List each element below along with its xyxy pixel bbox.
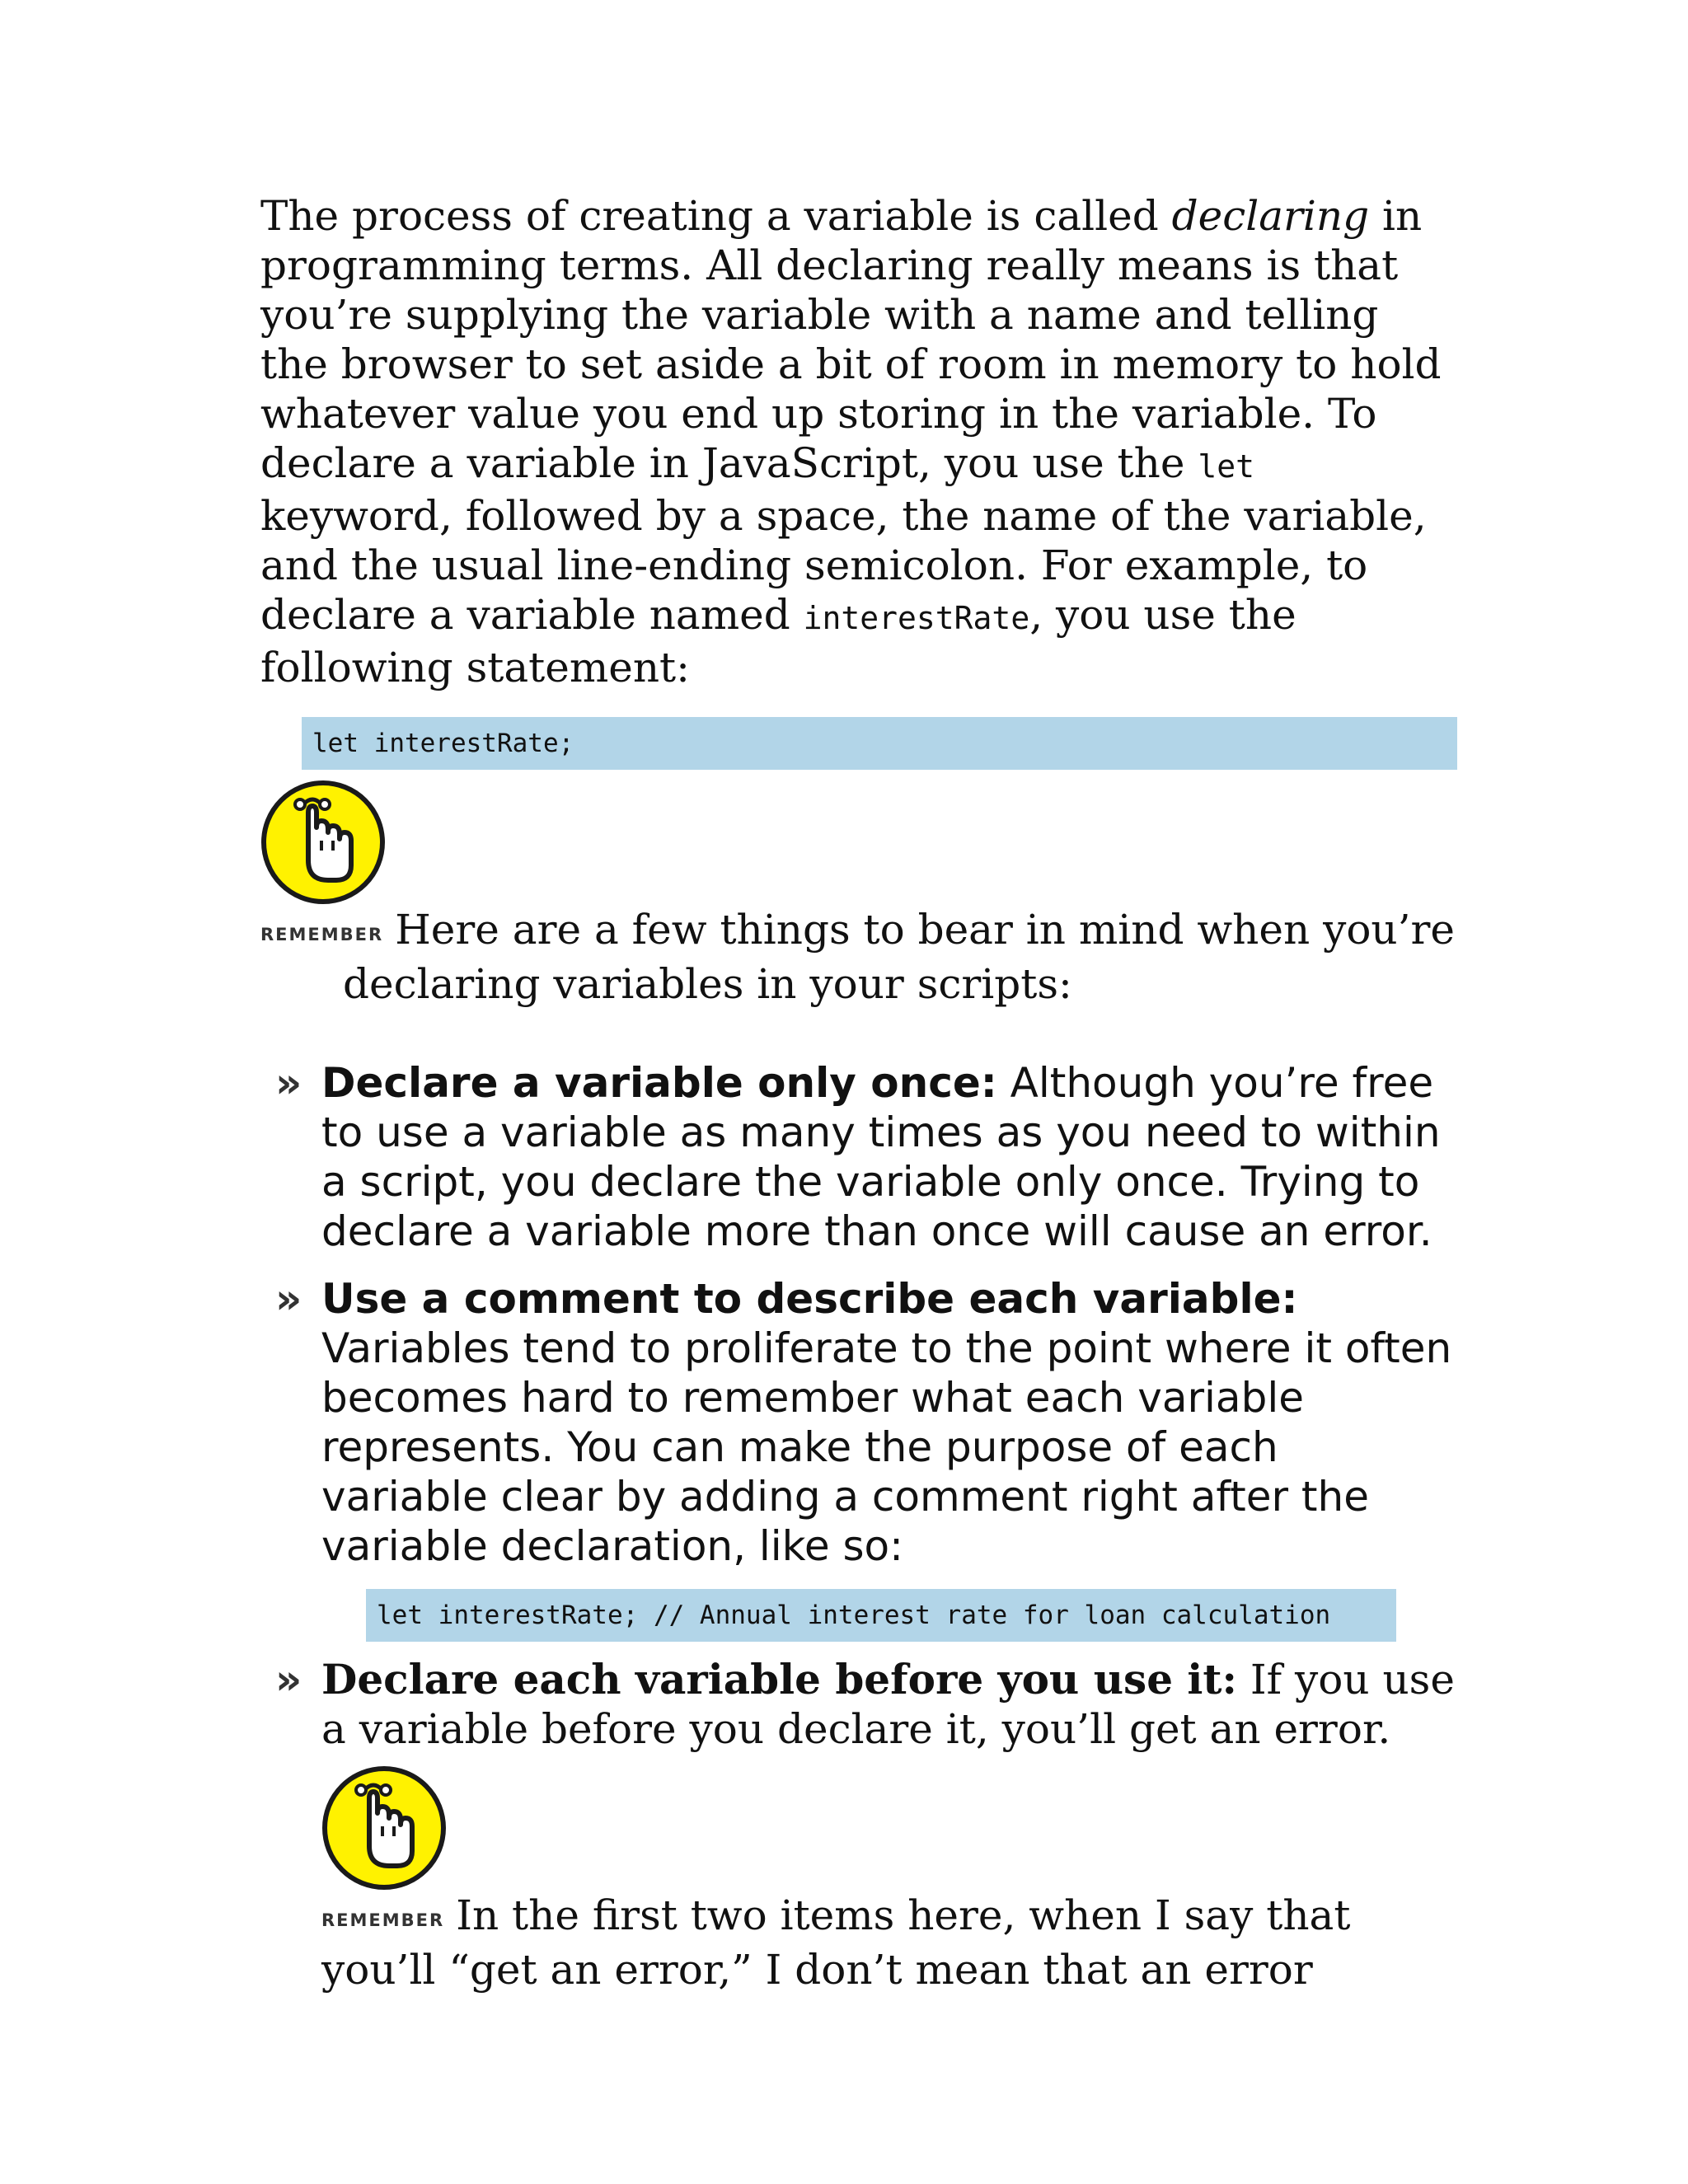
remember-tip-text <box>260 905 1457 1009</box>
bullet-title: Declare a variable only once: <box>321 1059 997 1107</box>
remember-finger-icon <box>321 1765 447 1891</box>
remember-finger-icon <box>260 780 386 905</box>
page-content <box>260 191 1457 2013</box>
intro-paragraph <box>260 191 1457 692</box>
tip-2-body: In the first two items here, when I say that you’ll “get an error,” I don’t mean that an error <box>321 1891 1351 1994</box>
inline-code-let: let <box>1198 448 1254 485</box>
bullet-text: Variables tend to proliferate to the point where it often becomes hard to remember what each variable represents. You can make the purpose of each variable clear by adding a comment right after the variable declaration, like so: <box>321 1324 1452 1570</box>
bullet-list <box>260 1058 1457 1571</box>
remember-tip-1 <box>260 780 1457 1009</box>
inline-code-interestrate: interestRate <box>803 600 1030 636</box>
bullet-chevron-icon: » <box>275 1059 302 1107</box>
code-block-comment: let interestRate; // Annual interest rate for loan calculation <box>366 1589 1396 1642</box>
remember-tip-text <box>321 1891 1457 1994</box>
list-item <box>260 1058 1457 1256</box>
intro-text-4: , you use the following statement: <box>260 591 1296 691</box>
remember-label: REMEMBER <box>260 925 384 944</box>
remember-tip-2 <box>321 1765 1457 1994</box>
bullet-text: Although you’re free to use a variable as many times as you need to within a script, you declare the variable only once. Trying to declare a variable more than once will cause an error. <box>321 1059 1441 1255</box>
intro-emphasis: declaring <box>1171 192 1370 240</box>
bullet-chevron-icon: » <box>275 1656 302 1704</box>
bullet-title: Use a comment to describe each variable: <box>321 1275 1298 1323</box>
list-item <box>260 1274 1457 1571</box>
bullet-title: Declare each variable before you use it: <box>321 1655 1237 1704</box>
bullet-list-continued <box>260 1655 1457 1994</box>
tip-1-body: Here are a few things to bear in mind when you’re declaring variables in your scripts: <box>343 906 1456 1008</box>
code-block-declaration: let interestRate; <box>302 717 1457 770</box>
intro-text-2: in programming terms. All declaring really means is that you’re supplying the variable with a name and telling the browser to set aside a bit of room in memory to hold whatever value you end up storing in the variable. To declare a variable in JavaScript, you use the <box>260 192 1442 487</box>
bullet-text: If you use a variable before you declare it, you’ll get an error. <box>321 1656 1455 1753</box>
remember-label: REMEMBER <box>321 1910 445 1930</box>
intro-text-3: keyword, followed by a space, the name of the variable, and the usual line-ending semicolon. For example, to declare a variable named <box>260 492 1427 639</box>
list-item <box>260 1655 1457 1994</box>
intro-text-1: The process of creating a variable is called <box>260 192 1172 240</box>
bullet-chevron-icon: » <box>275 1275 302 1323</box>
